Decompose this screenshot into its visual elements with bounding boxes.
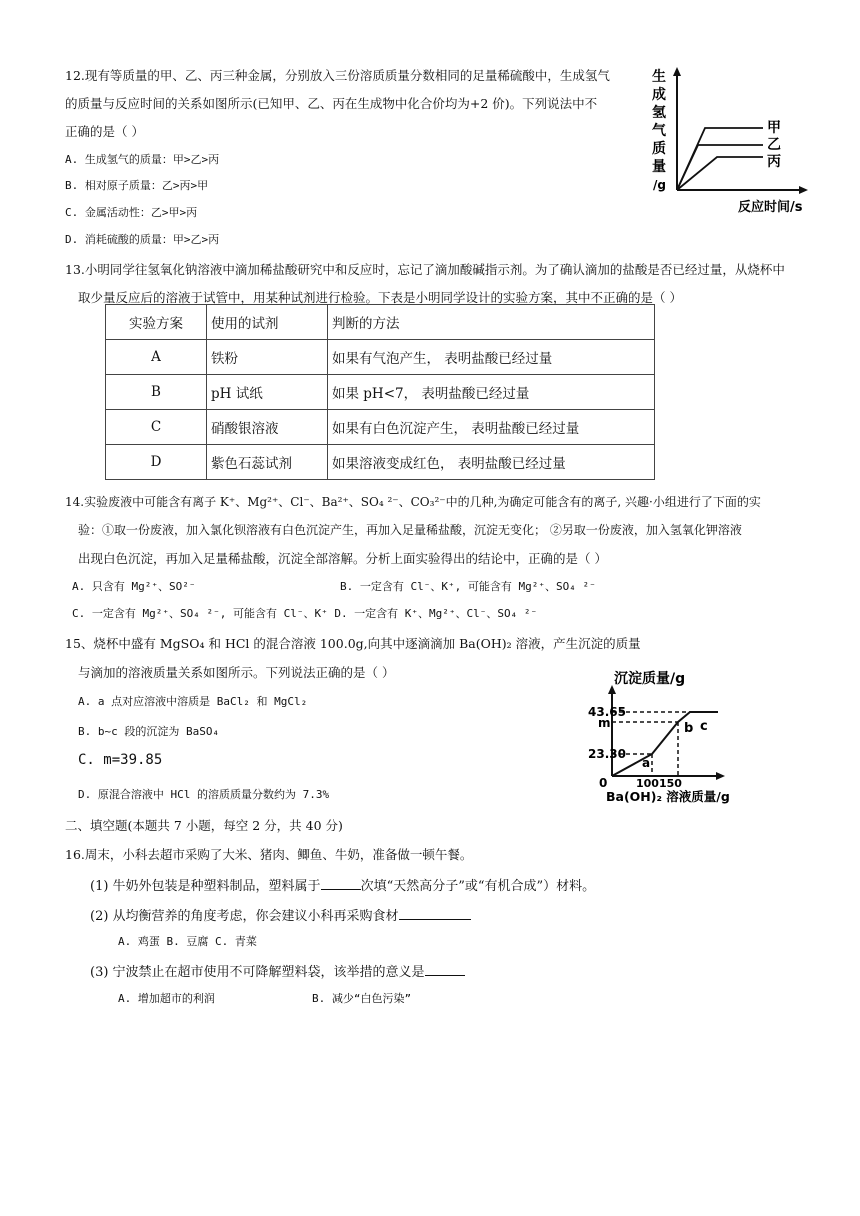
q12-series-yi-label: 乙 xyxy=(767,137,781,153)
q15-xtick-100150: 100150 xyxy=(636,777,682,790)
q16-part3-text: (3) 宁波禁止在超市使用不可降解塑料袋，该举措的意义是 xyxy=(90,965,425,980)
q12-hydrogen-chart xyxy=(645,65,815,215)
q15-point-a-label: a xyxy=(642,756,651,770)
q15-xlabel: Ba(OH)₂ 溶液质量/g xyxy=(606,789,730,804)
q15-xtick-0: 0 xyxy=(599,776,608,790)
section-2-heading: 二、填空题(本题共 7 小题，每空 2 分，共 40 分) xyxy=(65,818,343,833)
table-row xyxy=(106,340,655,375)
q12-y-arrow xyxy=(673,67,681,76)
table-cell: 紫色石蕊试剂 xyxy=(207,445,328,480)
q16-part1-text-a: (1) 牛奶外包装是种塑料制品，塑料属于 xyxy=(90,879,321,894)
q15-option-b: B. b~c 段的沉淀为 BaSO₄ xyxy=(78,725,220,738)
q12-ylabel-char: 氢 xyxy=(652,105,666,121)
q12-ylabel-char: 质 xyxy=(652,141,666,157)
table-cell: 如果有气泡产生， 表明盐酸已经过量 xyxy=(328,340,655,375)
q16-part1 xyxy=(90,875,595,894)
table-cell: 如果有白色沉淀产生， 表明盐酸已经过量 xyxy=(328,410,655,445)
q13-experiment-table xyxy=(105,304,655,480)
q16-part1-text-b: 次填“天然高分子”或“有机合成”）材料。 xyxy=(360,879,596,894)
q12-x-arrow xyxy=(799,186,808,194)
q15-option-a: A. a 点对应溶液中溶质是 BaCl₂ 和 MgCl₂ xyxy=(78,695,308,708)
q12-option-b: B. 相对原子质量：乙>丙>甲 xyxy=(65,179,209,192)
q14-stem-line3: 出现白色沉淀，再加入足量稀盐酸，沉淀全部溶解。分析上面实验得出的结论中，正确的是（ ） xyxy=(78,551,607,566)
q12-series-yi-line xyxy=(677,145,763,190)
q12-series-bing-label: 丙 xyxy=(767,154,781,170)
q12-xlabel: 反应时间/s xyxy=(738,200,803,215)
q12-ylabel-char: 气 xyxy=(652,123,666,139)
q12-ylabel-char: 成 xyxy=(652,87,666,103)
q15-ytick-43-65: 43.65 xyxy=(588,705,626,719)
table-cell: pH 试纸 xyxy=(207,375,328,410)
q12-ylabel xyxy=(652,68,667,192)
table-cell: C xyxy=(106,410,207,445)
q15-ytick-m: m xyxy=(598,716,611,730)
q15-option-c: C. m=39.85 xyxy=(78,752,163,768)
table-cell: 如果 pH<7， 表明盐酸已经过量 xyxy=(328,375,655,410)
q14-stem-line1: 14.实验废液中可能含有离子 K⁺、Mg²⁺、Cl⁻、Ba²⁺、SO₄ ²⁻、CO₃²⁻中的几种,为确定可能含有的离子, 兴趣·小组进行了下面的实 xyxy=(65,495,761,509)
q12-option-a: A. 生成氢气的质量：甲>乙>丙 xyxy=(65,153,220,166)
table-row xyxy=(106,410,655,445)
q12-stem-line1: 12.现有等质量的甲、乙、丙三种金属，分别放入三份溶质质量分数相同的足量稀硫酸中，生成氢气 xyxy=(65,68,610,83)
q14-option-c-d: C. 一定含有 Mg²⁺、SO₄ ²⁻, 可能含有 Cl⁻、K⁺ D. 一定含有 K⁺、Mg²⁺、Cl⁻、SO₄ ²⁻ xyxy=(72,607,538,620)
q14-stem-line2: 验：①取一份废液，加入氯化钡溶液有白色沉淀产生，再加入足量稀盐酸，沉淀无变化； ②另取一份废液，加入氢氧化钾溶液 xyxy=(78,523,742,537)
q15-precipitate-chart xyxy=(588,668,753,808)
table-header: 判断的方法 xyxy=(328,305,655,340)
table-cell: B xyxy=(106,375,207,410)
q16-part3-option-b: B. 减少“白色污染” xyxy=(312,992,412,1005)
q15-ytick-23-30: 23.30 xyxy=(588,747,626,761)
q15-ylabel: 沉淀质量/g xyxy=(614,671,686,687)
q12-ylabel-char: 量 xyxy=(652,159,666,175)
q12-ylabel-char: /g xyxy=(653,178,666,192)
q12-ylabel-char: 生 xyxy=(652,69,666,85)
q12-stem-line2: 的质量与反应时间的关系如图所示(已知甲、乙、丙在生成物中化合价均为+2 价)。下列说法中不 xyxy=(65,96,598,111)
table-cell: D xyxy=(106,445,207,480)
q15-stem-line1: 15、烧杯中盛有 MgSO₄ 和 HCl 的混合溶液 100.0g,向其中逐滴滴加 Ba(OH)₂ 溶液，产生沉淀的质量 xyxy=(65,636,641,651)
q13-stem-line1: 13.小明同学往氢氧化钠溶液中滴加稀盐酸研究中和反应时，忘记了滴加酸碱指示剂。为了确认滴加的盐酸是否已经过量，从烧杯中 xyxy=(65,262,785,277)
table-header: 使用的试剂 xyxy=(207,305,328,340)
q14-option-a: A. 只含有 Mg²⁺、SO²⁻ xyxy=(72,580,196,593)
q16-part2-options: A. 鸡蛋 B. 豆腐 C. 青菜 xyxy=(118,935,257,948)
q12-series-jia-label: 甲 xyxy=(767,120,781,136)
q16-part1-answer-blank[interactable] xyxy=(321,877,361,890)
q15-option-d: D. 原混合溶液中 HCl 的溶质质量分数约为 7.3% xyxy=(78,788,330,801)
q12-option-c: C. 金属活动性：乙>甲>丙 xyxy=(65,206,198,219)
q12-option-d: D. 消耗硫酸的质量：甲>乙>丙 xyxy=(65,233,220,246)
table-header: 实验方案 xyxy=(106,305,207,340)
q16-part3-option-a: A. 增加超市的利润 xyxy=(118,992,215,1005)
table-row xyxy=(106,445,655,480)
q13-stem-line2: 取少量反应后的溶液于试管中，用某种试剂进行检验。下表是小明同学设计的实验方案，其中不正确的是（ ） xyxy=(78,290,682,305)
q16-part3 xyxy=(90,961,465,980)
table-cell: 如果溶液变成红色， 表明盐酸已经过量 xyxy=(328,445,655,480)
q12-series-jia-line xyxy=(677,128,763,190)
q16-part2 xyxy=(90,905,471,924)
q16-part2-text: (2) 从均衡营养的角度考虑，你会建议小科再采购食材 xyxy=(90,909,399,924)
q15-point-c-label: c xyxy=(700,719,708,734)
q15-point-b-label: b xyxy=(684,721,694,736)
q16-part2-answer-blank[interactable] xyxy=(399,907,471,920)
table-cell: 硝酸银溶液 xyxy=(207,410,328,445)
q15-x-arrow xyxy=(716,772,725,780)
q15-stem-line2: 与滴加的溶液质量关系如图所示。下列说法正确的是（ ） xyxy=(78,665,395,680)
q12-stem-line3: 正确的是（ ） xyxy=(65,124,144,139)
table-cell: 铁粉 xyxy=(207,340,328,375)
q16-stem: 16.周末，小科去超市采购了大米、猪肉、鲫鱼、牛奶，准备做一顿午餐。 xyxy=(65,847,473,862)
q16-part3-answer-blank[interactable] xyxy=(425,963,465,976)
q14-option-b: B. 一定含有 Cl⁻、K⁺, 可能含有 Mg²⁺、SO₄ ²⁻ xyxy=(340,580,596,593)
table-cell: A xyxy=(106,340,207,375)
table-row xyxy=(106,375,655,410)
table-header-row xyxy=(106,305,655,340)
